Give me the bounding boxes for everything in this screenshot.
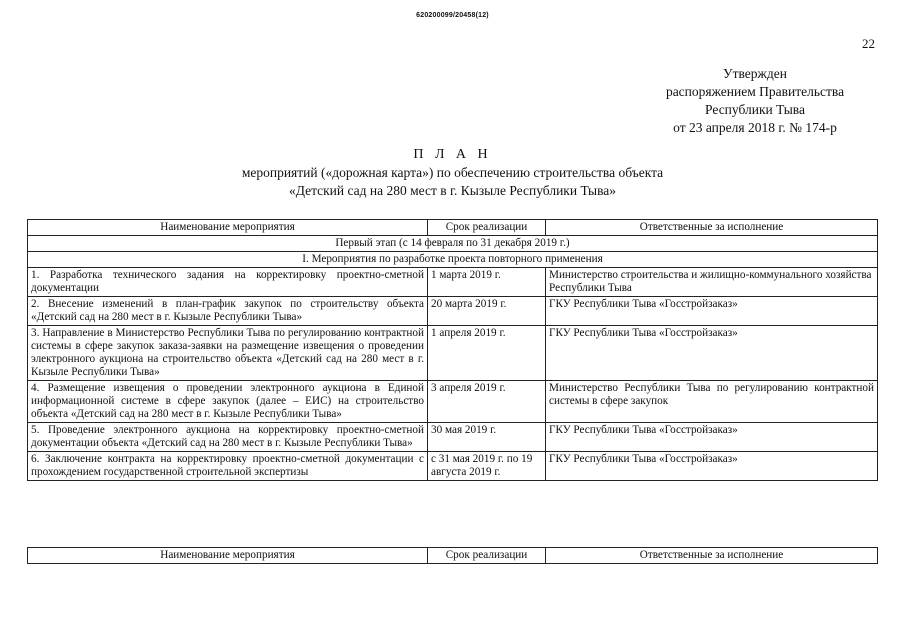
title-word: П Л А Н (413, 147, 492, 162)
activity-term: 3 апреля 2019 г. (428, 381, 546, 423)
activity-term: с 31 мая 2019 г. по 19 августа 2019 г. (428, 452, 546, 481)
stage-row (28, 236, 878, 252)
activity-term: 20 марта 2019 г. (428, 297, 546, 326)
table-row (28, 326, 878, 381)
table-header-row (28, 548, 878, 564)
table-row (28, 297, 878, 326)
activity-responsible: ГКУ Республики Тыва «Госстройзаказ» (546, 452, 878, 481)
table-row (28, 423, 878, 452)
table-row (28, 381, 878, 423)
plan-table-continuation-header (27, 547, 878, 564)
table-header-row (28, 220, 878, 236)
activity-responsible: ГКУ Республики Тыва «Госстройзаказ» (546, 423, 878, 452)
document-title (0, 146, 905, 200)
activity-term: 30 мая 2019 г. (428, 423, 546, 452)
activity-name: 3. Направление в Министерство Республики Тыва по регулированию контрактной системы в сфере закупок заказа-заявки на размещение извещения о проведении электронного аукциона на строительство объекта «Детский сад на 280 мест в г. Кызыле Республики Тыва» (28, 326, 428, 381)
page-number: 22 (862, 36, 875, 51)
column-header-responsible: Ответственные за исполнение (546, 220, 878, 236)
title-line: «Детский сад на 280 мест в г. Кызыле Республики Тыва» (288, 183, 617, 198)
column-header-responsible: Ответственные за исполнение (546, 548, 878, 564)
title-line: мероприятий («дорожная карта») по обеспечению строительства объекта (241, 165, 664, 180)
column-header-name: Наименование мероприятия (28, 220, 428, 236)
approval-line: от 23 апреля 2018 г. № 174-р (673, 120, 837, 135)
activity-term: 1 марта 2019 г. (428, 268, 546, 297)
stage-title: Первый этап (с 14 февраля по 31 декабря 2019 г.) (28, 236, 878, 252)
activity-name: 1. Разработка технического задания на корректировку проектно-сметной документации (28, 268, 428, 297)
activity-name: 6. Заключение контракта на корректировку проектно-сметной документации с прохождением государственной строительной экспертизы (28, 452, 428, 481)
table-row (28, 268, 878, 297)
approval-line: распоряжением Правительства (665, 84, 845, 99)
activity-name: 5. Проведение электронного аукциона на корректировку проектно-сметной документации объекта «Детский сад на 280 мест в г. Кызыле Республики Тыва» (28, 423, 428, 452)
plan-table (27, 219, 878, 481)
section-title: I. Мероприятия по разработке проекта повторного применения (28, 252, 878, 268)
column-header-name: Наименование мероприятия (28, 548, 428, 564)
approval-stamp (620, 65, 890, 137)
activity-responsible: ГКУ Республики Тыва «Госстройзаказ» (546, 326, 878, 381)
approval-line: Республики Тыва (705, 102, 805, 117)
activity-name: 2. Внесение изменений в план-график закупок по строительству объекта «Детский сад на 280 мест в г. Кызыле Республики Тыва» (28, 297, 428, 326)
section-row (28, 252, 878, 268)
activity-responsible: ГКУ Республики Тыва «Госстройзаказ» (546, 297, 878, 326)
activity-name: 4. Размещение извещения о проведении электронного аукциона в Единой информационной системе в сфере закупок (далее – ЕИС) на строительство объекта «Детский сад на 280 мест в г. Кызыле Республики Тыва» (28, 381, 428, 423)
document-code: 620200099/20458(12) (416, 12, 489, 19)
table-row (28, 452, 878, 481)
activity-responsible: Министерство строительства и жилищно-коммунального хозяйства Республики Тыва (546, 268, 878, 297)
activity-responsible: Министерство Республики Тыва по регулированию контрактной системы в сфере закупок (546, 381, 878, 423)
column-header-term: Срок реализации (428, 220, 546, 236)
column-header-term: Срок реализации (428, 548, 546, 564)
activity-term: 1 апреля 2019 г. (428, 326, 546, 381)
approval-line: Утвержден (723, 66, 787, 81)
